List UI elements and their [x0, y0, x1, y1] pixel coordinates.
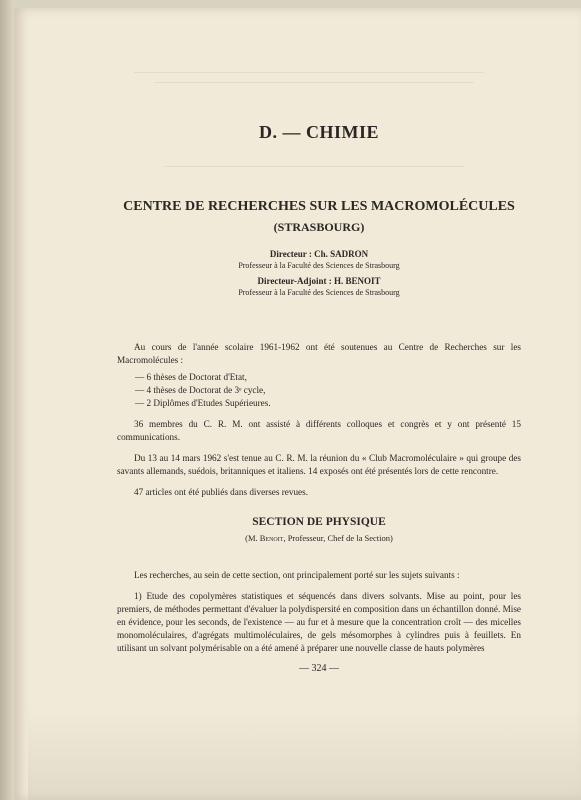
page-number: — 324 —	[299, 663, 339, 674]
document-page	[14, 8, 581, 800]
list-item: — 6 thèses de Doctorat d'Etat,	[135, 372, 247, 382]
paragraph: Du 13 au 14 mars 1962 s'est tenue au C. R. M. la réunion du « Club Macromoléculaire » qui groupe des savants allemands, suédois, britanniques et italiens. 14 exposés ont été présentés lors de cette rencontre.	[117, 453, 521, 476]
page-binding-edge	[0, 0, 14, 800]
paragraph: 36 membres du C. R. M. ont assisté à différents colloques et congrès et y ont présenté 15 communications.	[117, 419, 521, 442]
staff-list	[117, 249, 521, 298]
section-head-name: Benoit	[259, 533, 284, 543]
section-body-paragraph: 1) Etude des copolymères statistiques et séquencés dans divers solvants. Mise au point, pour les premiers, de méthodes permettant d'évaluer la polydispersité en composition dans un échantillon donné. Mise en évidence, pour les seconds, de l'existence — au fur et à mesure que la concentration croît — des micelles monomoléculaires, d'agrégats multimoléculaires, de gels mésomorphes à cylindres puis à feuillets. En utilisant un solvant polymérisable on a été amené à préparer une nouvelle classe de hauts polymères	[117, 591, 521, 653]
staff-affiliation: Professeur à la Faculté des Sciences de Strasbourg	[238, 288, 400, 297]
section-subtitle	[117, 533, 521, 543]
thesis-list	[117, 371, 521, 410]
section-subtitle-suffix: , Professeur, Chef de la Section)	[283, 533, 393, 543]
section-subtitle-prefix: (M.	[245, 533, 260, 543]
bleed-through-mark	[154, 82, 474, 83]
page-shadow	[28, 708, 581, 800]
center-title: CENTRE DE RECHERCHES SUR LES MACROMOLÉCULES	[123, 199, 515, 214]
section-intro-paragraph: Les recherches, au sein de cette section, ont principalement porté sur les sujets suivants :	[134, 570, 460, 580]
staff-affiliation: Professeur à la Faculté des Sciences de Strasbourg	[238, 261, 400, 270]
intro-paragraph: Au cours de l'année scolaire 1961-1962 ont été soutenues au Centre de Recherches sur les Macromolécules :	[117, 342, 521, 365]
staff-role: Directeur-Adjoint : H. BENOIT	[257, 276, 381, 286]
staff-role: Directeur : Ch. SADRON	[269, 249, 369, 259]
center-subtitle: (STRASBOURG)	[273, 220, 365, 234]
paragraph: 47 articles ont été publiés dans diverses revues.	[134, 487, 309, 497]
chapter-heading: D. — CHIMIE	[258, 122, 379, 142]
list-item: — 4 thèses de Doctorat de 3ᵉ cycle,	[135, 385, 266, 395]
bleed-through-mark	[134, 72, 484, 73]
staff-deputy-director	[117, 276, 521, 298]
list-item: — 2 Diplômes d'Etudes Supérieures.	[135, 398, 271, 408]
document-content	[117, 122, 521, 674]
staff-director	[117, 249, 521, 271]
section-title: SECTION DE PHYSIQUE	[252, 516, 386, 528]
